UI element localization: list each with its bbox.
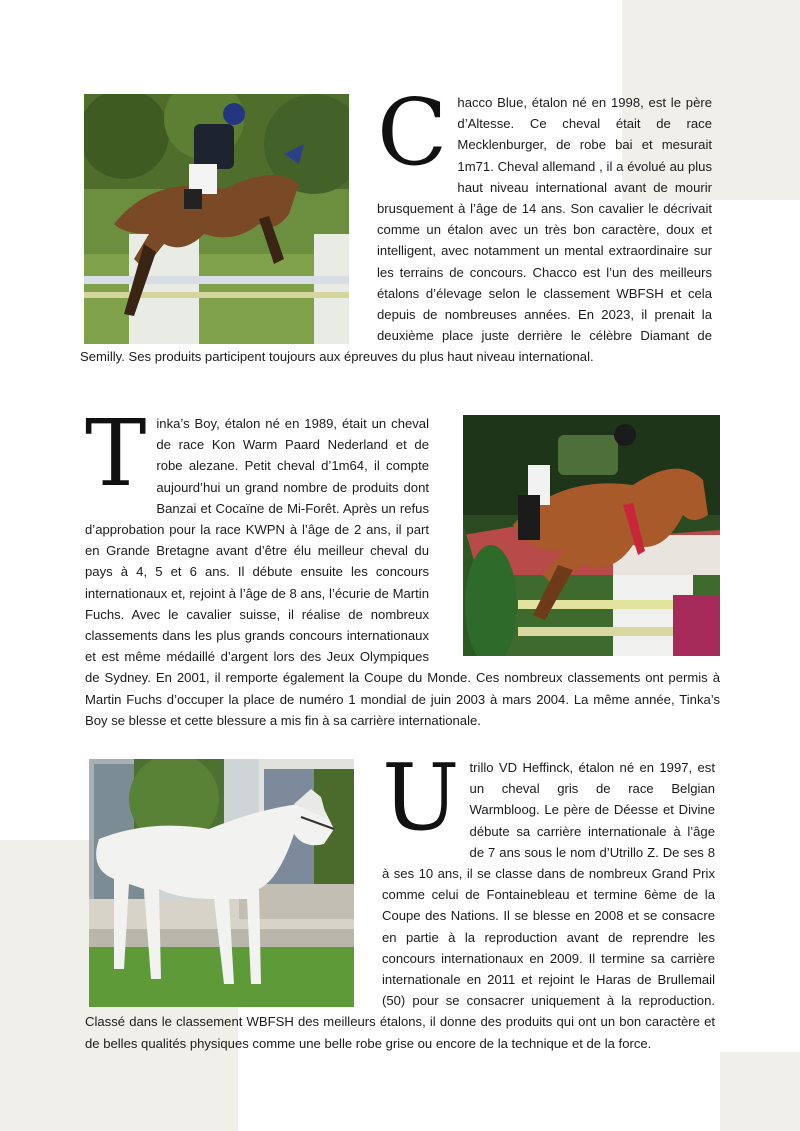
photo-utrillo-grey-horse xyxy=(89,759,354,1007)
photo-tinkas-boy-jumping xyxy=(463,415,720,656)
background-block-bottom-right xyxy=(720,1052,800,1131)
drop-cap-u: U xyxy=(382,744,460,851)
drop-cap-c: C xyxy=(377,79,448,186)
paragraph-utrillo-vd-heffinck: trillo VD Heffinck, étalon né en 1997, est un cheval gris de race Belgian Warmbloog. Le père de Déesse et Divine débute sa carrière internationale à l’âge de 7 ans sous le nom d’Utrillo Z. De ses 8 à ses 10 ans, il se classe dans de nombreux Grand Prix comme celui de Fontainebleau et termine 6ème de la Coupe des Nations. Il se blesse en 2008 et se consacre en partie à la reproduction avant de reprendre les concours internationaux en 2009. Il termine sa carrière internationale en 2011 et rejoint le Haras de Brullemail (50) pour se consacrer uniquement à la reproduction. Classé dans le classement WBFSH des meilleurs étalons, il donne des produits qui ont un bon caractère et de belles qualités physiques comme une belle robe grise ou encore de la technique et de la force. xyxy=(85,760,715,1051)
drop-cap-t: T xyxy=(85,400,147,507)
paragraph-tinkas-boy: inka’s Boy, étalon né en 1989, était un cheval de race Kon Warm Paard Nederland et de robe alezane. Petit cheval d’1m64, il compte aujourd’hui un grand nombre de produits dont Banzai et Cocaïne de Mi-Forêt. Après un refus d’approbation pour la race KWPN à l’âge de 2 ans, il part en Grande Bretagne avant d’être élu meilleur cheval du pays à 4, 5 et 6 ans. Il débute ensuite les concours internationaux et, rejoint à l’âge de 8 ans, l’écurie de Martin Fuchs. Avec le cavalier suisse, il réalise de nombreux classements dans les plus grands concours internationaux et est même médaillé d’argent lors des Jeux Olympiques de Sydney. En 2001, il remporte également la Coupe du Monde. Ces nombreux classements ont permis à Martin Fuchs d’occuper la place de numéro 1 mondial de juin 2003 à mars 2004. La même année, Tinka’s Boy se blesse et cette blessure a mis fin à sa carrière internationale. xyxy=(85,416,720,728)
photo-chacco-blue-jumping xyxy=(84,94,349,344)
section-utrillo-vd-heffinck xyxy=(85,744,715,1054)
section-tinkas-boy xyxy=(85,400,720,731)
section-chacco-blue xyxy=(80,79,712,368)
paragraph-chacco-blue: hacco Blue, étalon né en 1998, est le père d’Altesse. Ce cheval était de race Mecklenburger, de robe bai et mesurait 1m71. Cheval allemand , il a évolué au plus haut niveau international avant de mourir brusquement à l’âge de 14 ans. Son cavalier le décrivait comme un étalon avec un très bon caractère, doux et intelligent, avec notamment un mental extraordinaire sur les terrains de concours. Chacco est l’un des meilleurs étalons d’élevage selon le classement WBFSH et cela depuis de nombreuses années. En 2023, il prenait la deuxième place juste derrière le célèbre Diamant de Semilly. Ses produits participent toujours aux épreuves du plus haut niveau international. xyxy=(80,95,712,365)
